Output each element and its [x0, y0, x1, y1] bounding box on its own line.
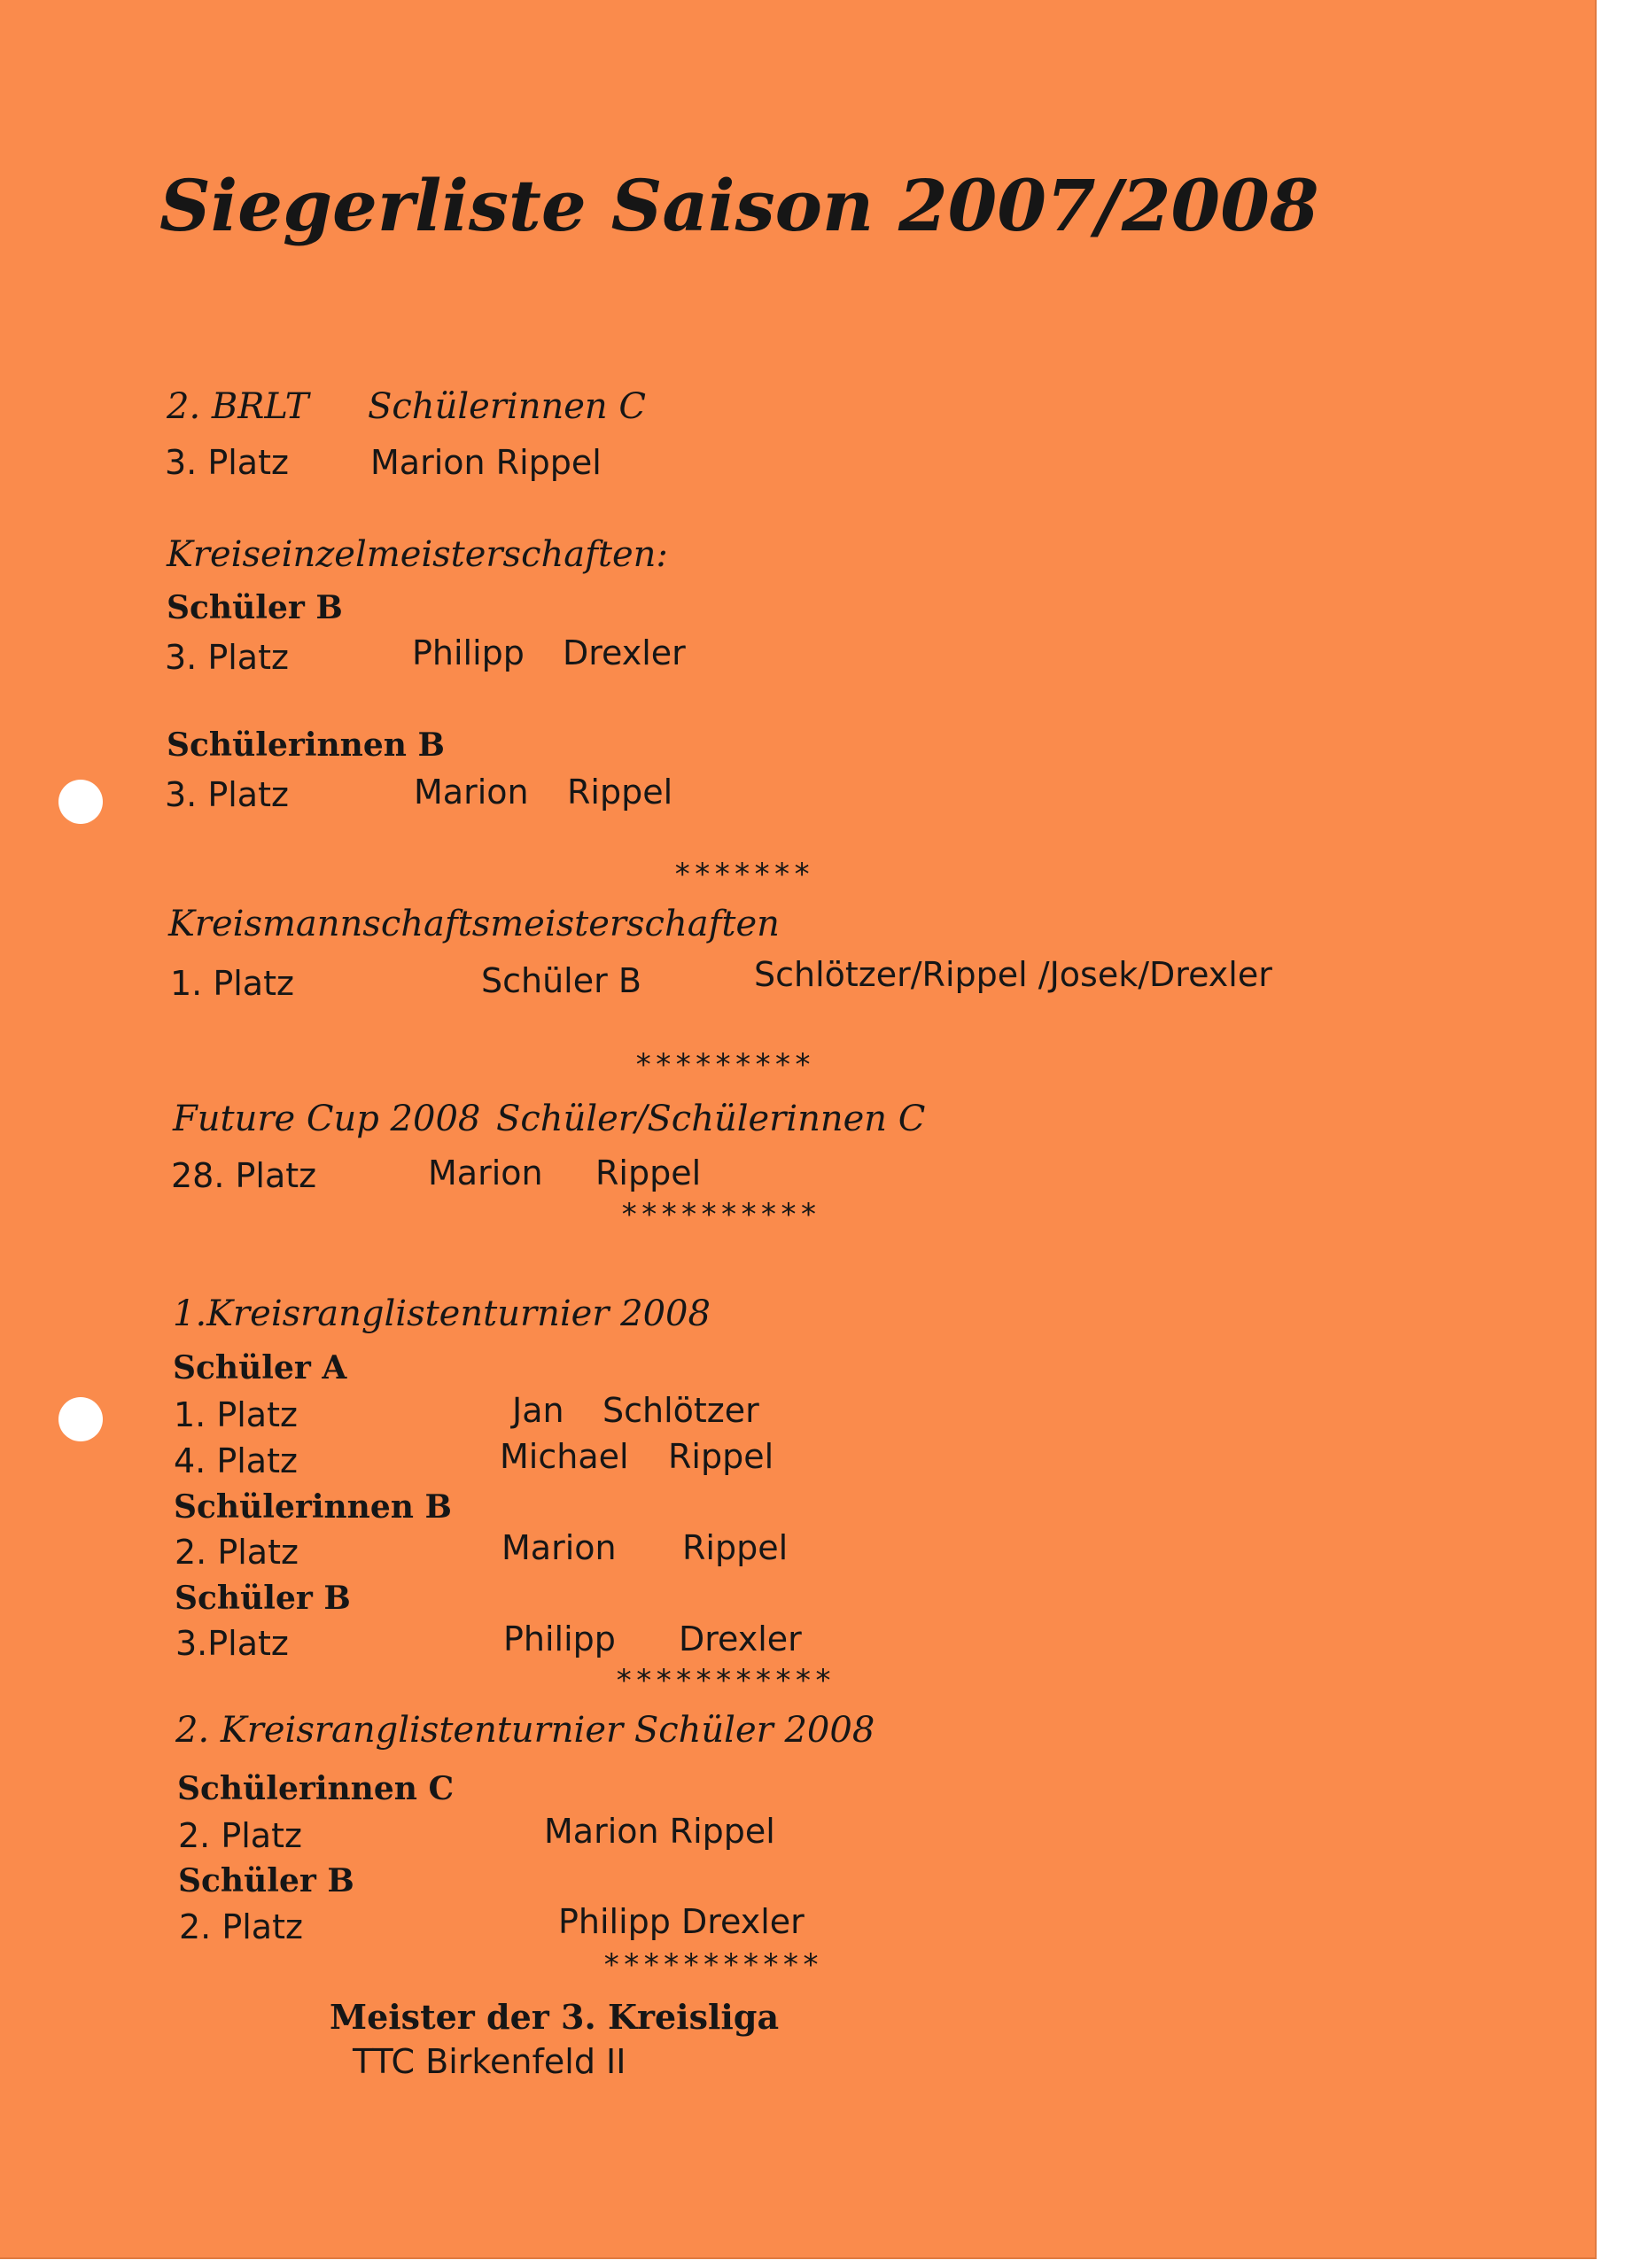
kreisrangliste1-first: Philipp [503, 1619, 616, 1658]
future-cup-place: 28. Platz [171, 1156, 317, 1195]
kreisrangliste1-first: Michael [500, 1437, 629, 1476]
page-title: Siegerliste Saison 2007/2008 [159, 164, 1319, 247]
punch-hole [58, 1397, 103, 1441]
future-cup-first: Marion [428, 1153, 543, 1192]
kreisrangliste1-place: 1. Platz [174, 1395, 298, 1434]
kreisrangliste1-heading: 1.Kreisranglistenturnier 2008 [173, 1293, 711, 1334]
kreisrangliste1-first: Jan [512, 1391, 564, 1430]
future-cup-heading: Future Cup 2008 [173, 1099, 481, 1139]
brlt-name: Marion Rippel [370, 443, 602, 482]
brlt-heading: 2. BRLT [167, 386, 309, 427]
kreiseinzel-last: Drexler [563, 633, 686, 672]
kreisrangliste2-group-label: Schülerinnen C [177, 1770, 455, 1807]
kreisrangliste2-name: Marion Rippel [544, 1812, 775, 1851]
kreiseinzel-first: Philipp [412, 633, 525, 672]
kreiseinzel-group-label: Schüler B [167, 589, 343, 626]
brlt-place: 3. Platz [165, 443, 289, 482]
kreiseinzel-last: Rippel [567, 773, 673, 812]
meister-team: TTC Birkenfeld II [353, 2042, 626, 2081]
kreisrangliste1-group-label: Schülerinnen B [174, 1488, 452, 1526]
kreiseinzel-group-label: Schülerinnen B [167, 726, 445, 764]
kreisrangliste1-last: Rippel [668, 1437, 774, 1476]
separator-stars: *********** [602, 1947, 822, 1983]
kreisrangliste1-last: Schlötzer [602, 1391, 759, 1430]
kreisrangliste1-group-label: Schüler A [173, 1349, 347, 1386]
separator-stars: ******* [673, 857, 813, 892]
separator-stars: ********** [620, 1197, 820, 1232]
kreisrangliste2-heading: 2. Kreisranglistenturnier Schüler 2008 [175, 1710, 875, 1751]
kreismannschaft-heading: Kreismannschaftsmeisterschaften [168, 904, 780, 944]
meister-heading: Meister der 3. Kreisliga [330, 1997, 780, 2037]
kreisrangliste1-first: Marion [501, 1528, 617, 1567]
separator-stars: *********** [615, 1663, 835, 1698]
kreisrangliste1-last: Rippel [682, 1528, 789, 1567]
kreisrangliste1-place: 2. Platz [175, 1533, 299, 1572]
kreisrangliste1-group-label: Schüler B [175, 1580, 351, 1617]
brlt-category: Schülerinnen C [368, 386, 646, 427]
kreismannschaft-place: 1. Platz [170, 964, 294, 1003]
kreisrangliste1-place: 3.Platz [175, 1624, 289, 1663]
kreiseinzel-heading: Kreiseinzelmeisterschaften: [167, 534, 668, 575]
kreiseinzel-first: Marion [414, 773, 529, 812]
kreisrangliste2-group-label: Schüler B [178, 1862, 354, 1899]
future-cup-last: Rippel [595, 1153, 702, 1192]
kreisrangliste2-place: 2. Platz [178, 1816, 302, 1855]
kreisrangliste2-name: Philipp Drexler [558, 1902, 805, 1941]
kreiseinzel-place: 3. Platz [165, 775, 289, 814]
kreisrangliste1-last: Drexler [679, 1619, 802, 1658]
kreisrangliste2-place: 2. Platz [179, 1907, 303, 1946]
separator-stars: ********* [634, 1047, 814, 1083]
kreiseinzel-place: 3. Platz [165, 638, 289, 677]
future-cup-category: Schüler/Schülerinnen C [496, 1099, 926, 1139]
punch-hole [58, 780, 103, 824]
kreismannschaft-class: Schüler B [481, 961, 641, 1000]
kreisrangliste1-place: 4. Platz [174, 1441, 298, 1480]
kreismannschaft-team: Schlötzer/Rippel /Josek/Drexler [754, 955, 1272, 994]
